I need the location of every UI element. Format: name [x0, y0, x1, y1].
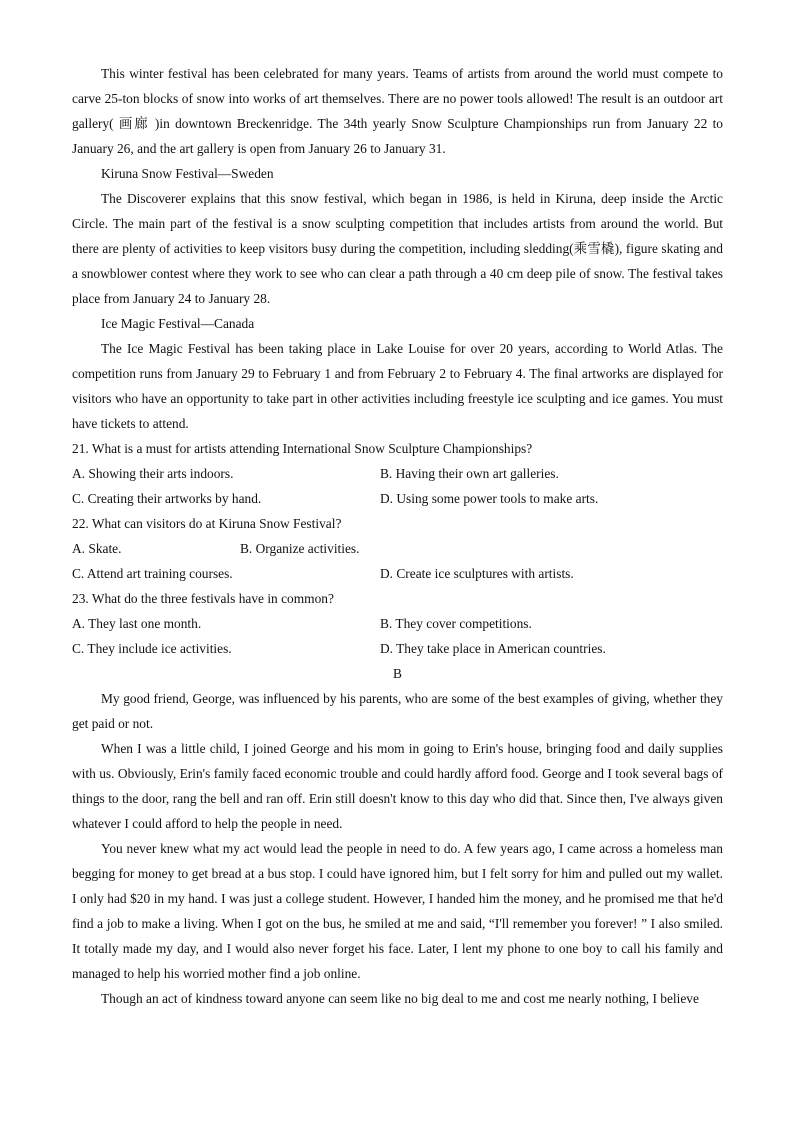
option-b: B. Organize activities.: [240, 541, 360, 556]
option-d: D. Using some power tools to make arts.: [380, 491, 599, 506]
option-a: A. Showing their arts indoors.: [72, 466, 234, 481]
passage-a-paragraph-1: This winter festival has been celebrated for many years. Teams of artists from around the world must compete to carve 25-ton blocks of snow into works of art themselves. There are no power tools allowed! The result is an outdoor art gallery( 画廊 )in downtown Breckenridge. The 34th yearly Snow Sculpture Championships run from January 22 to January 26, and the art gallery is open from January 26 to January 31.: [72, 66, 723, 156]
option-a: A. Skate.: [72, 541, 122, 556]
question-21: [72, 436, 723, 511]
option-b: B. They cover competitions.: [380, 616, 532, 631]
passage-b-paragraph-4: Though an act of kindness toward anyone can seem like no big deal to me and cost me nearly nothing, I believe: [101, 991, 699, 1006]
question-stem: 22. What can visitors do at Kiruna Snow Festival?: [72, 516, 342, 531]
option-row: [72, 561, 723, 586]
option-b: B. Having their own art galleries.: [380, 466, 559, 481]
option-c: C. Attend art training courses.: [72, 566, 233, 581]
option-row: [72, 461, 723, 486]
passage-b-paragraph-1: My good friend, George, was influenced by his parents, who are some of the best examples of giving, whether they get paid or not.: [72, 691, 723, 731]
option-row: [72, 486, 723, 511]
section-b-label: B: [393, 666, 402, 681]
festival-heading-kiruna: Kiruna Snow Festival—Sweden: [101, 166, 274, 181]
passage-b-paragraph-3: You never knew what my act would lead the people in need to do. A few years ago, I came across a homeless man begging for money to get bread at a bus stop. I could have ignored him, but I felt sorry for him and pulled out my wallet. I only had $20 in my hand. I was just a college student. However, I handed him the money, and he promised me that he'd find a job to make a living. When I got on the bus, he smiled at me and said, “I'll remember you forever! ” I also smiled. It totally made my day, and I would also never forget his face. Later, I lent my phone to one boy to call his family and managed to help his worried mother find a job online.: [72, 841, 723, 981]
question-22: [72, 511, 723, 586]
passage-a-paragraph-3: The Ice Magic Festival has been taking place in Lake Louise for over 20 years, according to World Atlas. The competition runs from January 29 to February 1 and from February 2 to February 4. The final artworks are displayed for visitors who have an opportunity to take part in other activities including freestyle ice sculpting and ice games. You must have tickets to attend.: [72, 341, 723, 431]
passage-a-paragraph-2: The Discoverer explains that this snow festival, which began in 1986, is held in Kiruna, deep inside the Arctic Circle. The main part of the festival is a snow sculpting competition that includes artists from around the world. But there are plenty of activities to keep visitors busy during the competition, including sledding(乘雪橇), figure skating and a snowblower contest where they work to see who can clear a path through a 40 cm deep pile of snow. The festival takes place from January 24 to January 28.: [72, 191, 723, 306]
option-a: A. They last one month.: [72, 616, 202, 631]
option-row: [72, 611, 723, 636]
question-23: [72, 586, 723, 661]
option-c: C. They include ice activities.: [72, 641, 232, 656]
option-d: D. Create ice sculptures with artists.: [380, 566, 574, 581]
option-row: [72, 636, 723, 661]
option-c: C. Creating their artworks by hand.: [72, 491, 262, 506]
passage-b-paragraph-2: When I was a little child, I joined George and his mom in going to Erin's house, bringing food and daily supplies with us. Obviously, Erin's family faced economic trouble and could hardly afford food. George and I took several bags of things to the door, rang the bell and ran off. Erin still doesn't know to this day who did that. Since then, I've always given whatever I could afford to help the people in need.: [72, 741, 723, 831]
festival-heading-ice-magic: Ice Magic Festival—Canada: [101, 316, 255, 331]
document-page: [72, 61, 723, 1011]
question-stem: 23. What do the three festivals have in common?: [72, 591, 334, 606]
option-row: [72, 536, 723, 561]
option-d: D. They take place in American countries.: [380, 641, 606, 656]
question-stem: 21. What is a must for artists attending International Snow Sculpture Championships?: [72, 441, 533, 456]
